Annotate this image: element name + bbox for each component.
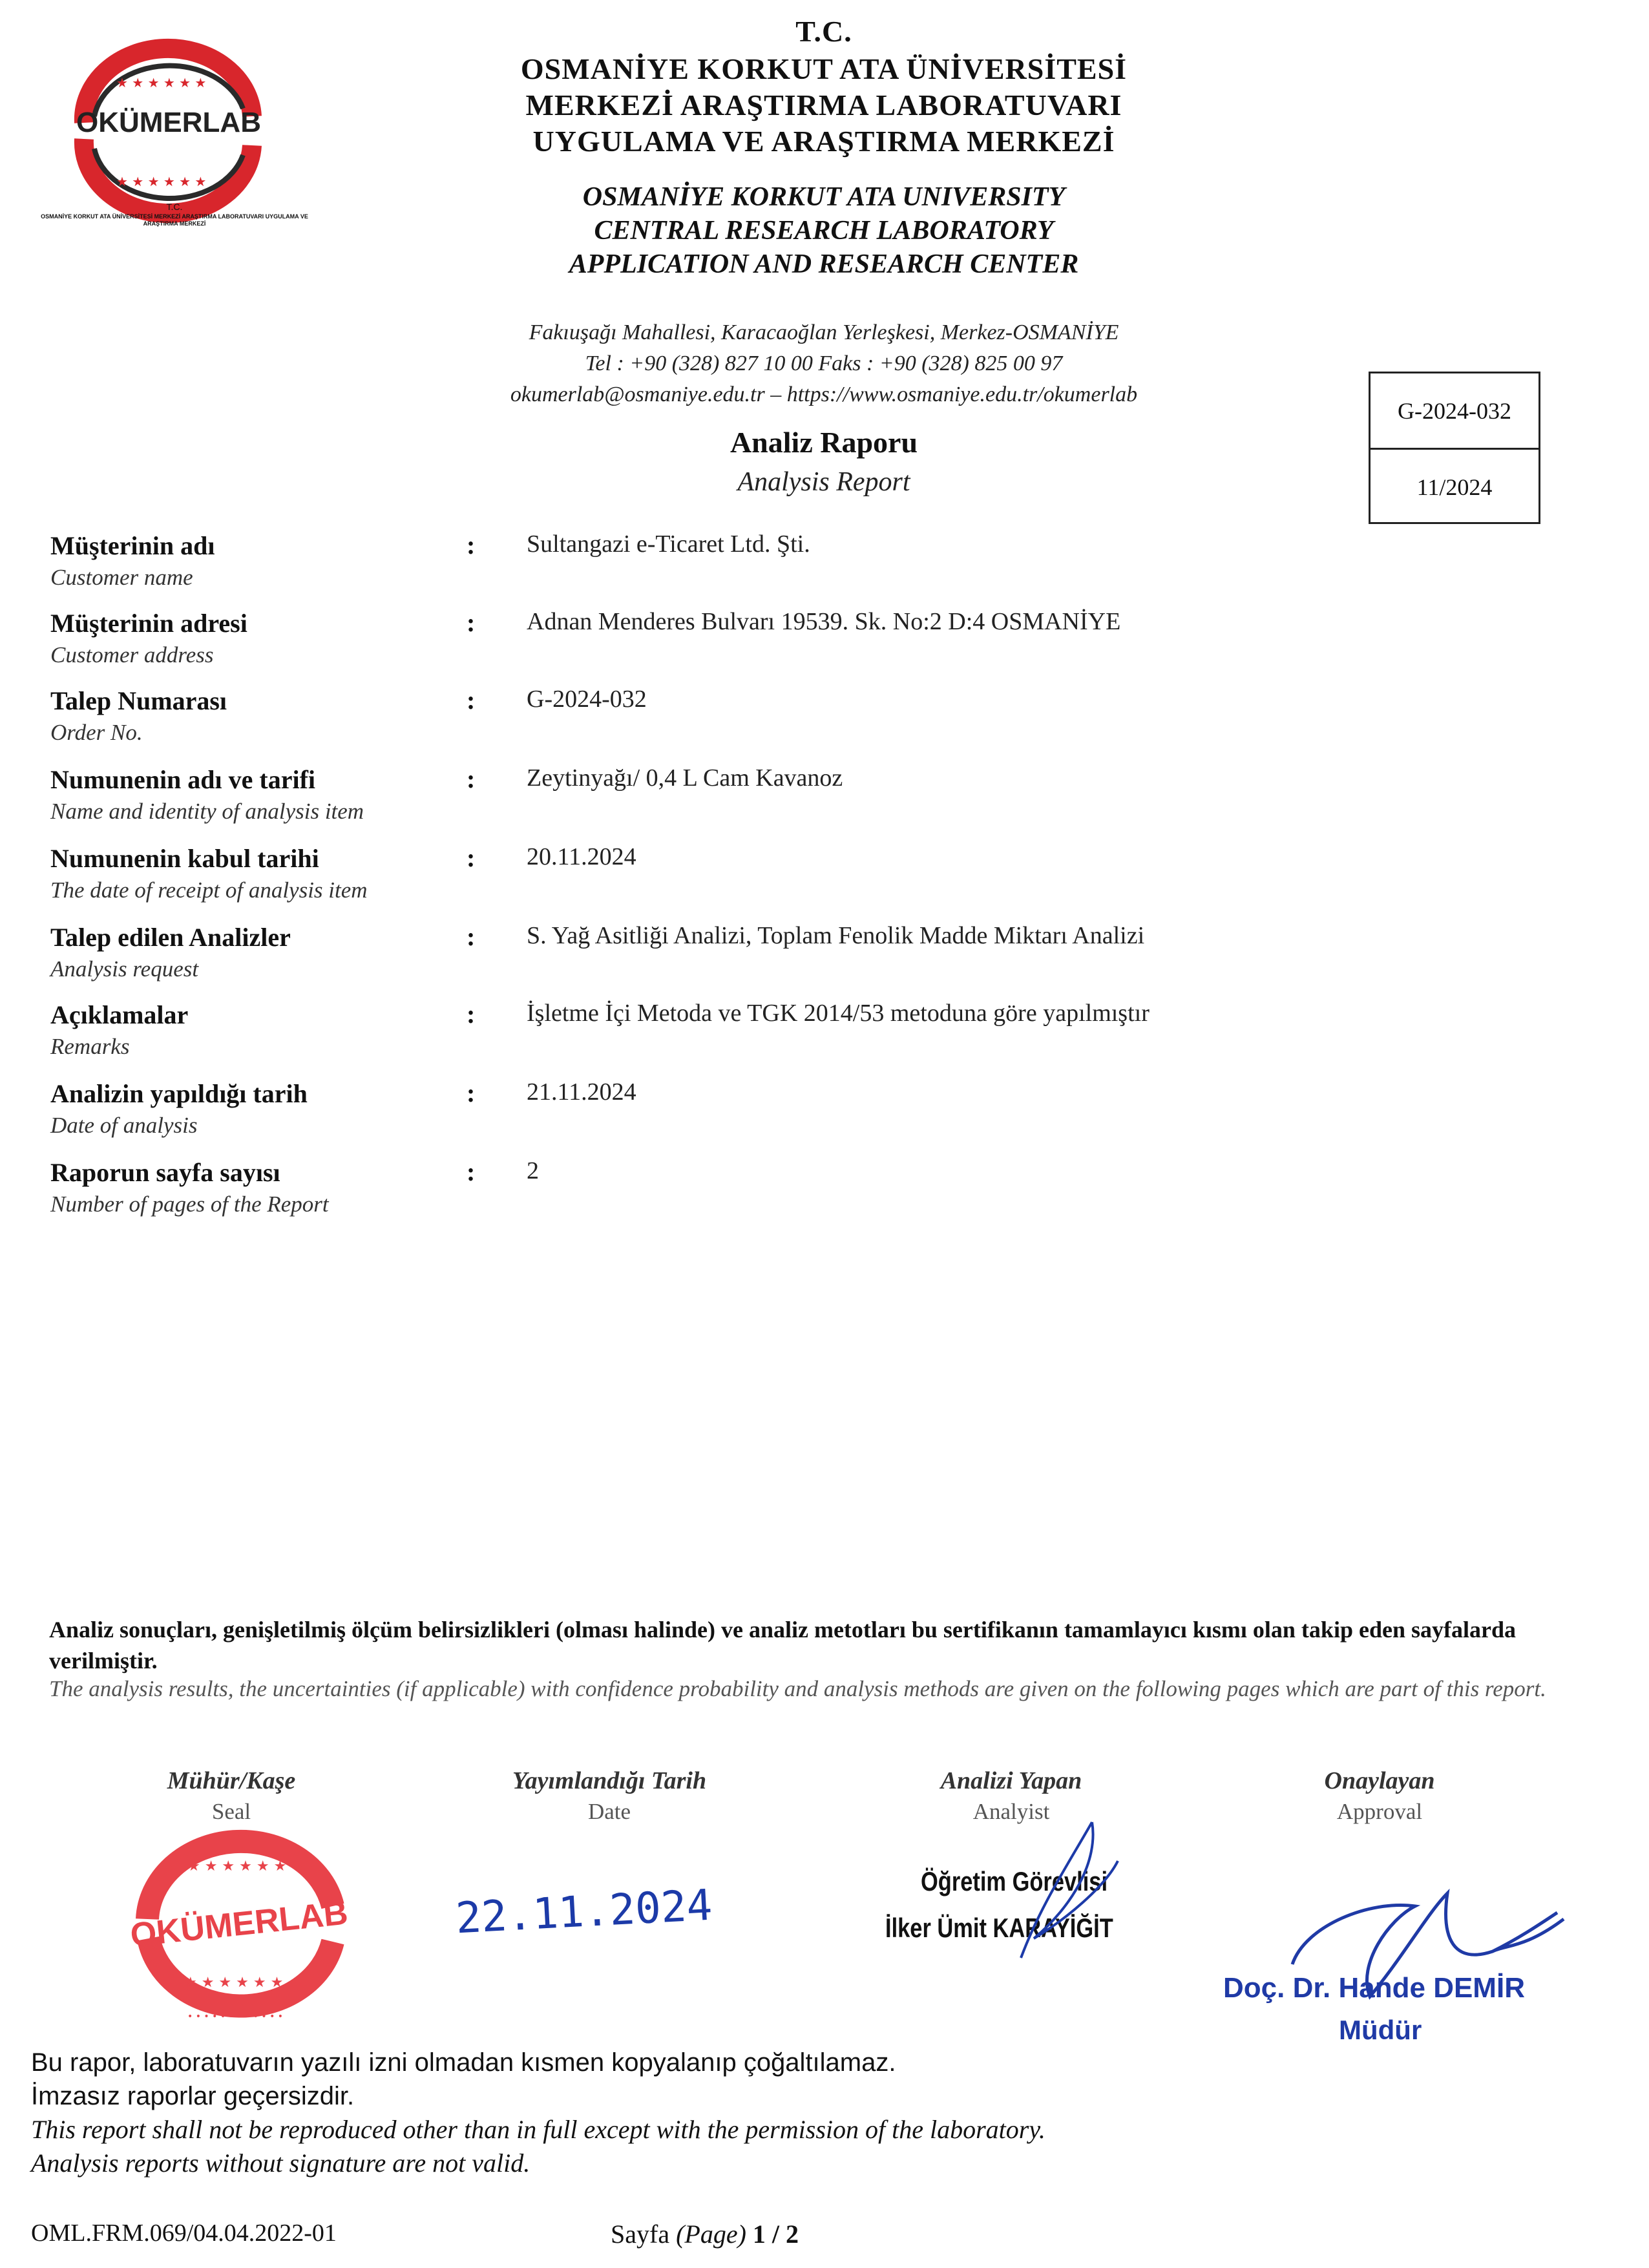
- field-colon: :: [467, 686, 476, 715]
- field-sublabel: Remarks: [50, 1034, 130, 1059]
- field-value: Zeytinyağı/ 0,4 L Cam Kavanoz: [527, 764, 843, 792]
- field-label: Açıklamalar: [50, 1000, 189, 1029]
- field-value: 20.11.2024: [527, 843, 636, 870]
- field-sublabel: Name and identity of analysis item: [50, 799, 364, 824]
- field-value: Adnan Menderes Bulvarı 19539. Sk. No:2 D:4 OSMANİYE: [527, 608, 1121, 635]
- svg-text:★ ★ ★ ★ ★ ★: ★ ★ ★ ★ ★ ★: [184, 1975, 284, 1991]
- field-value: 21.11.2024: [527, 1078, 636, 1106]
- header-org-en-2: CENTRAL RESEARCH LABORATORY: [594, 216, 1054, 246]
- field-sublabel: Customer name: [50, 565, 193, 590]
- field-label: Müşterinin adı: [50, 531, 215, 560]
- header-address: Fakıuşağı Mahallesi, Karacaoğlan Yerleşkesi, Merkez-OSMANİYE: [529, 320, 1119, 344]
- header-org-en-1: OSMANİYE KORKUT ATA UNIVERSITY: [582, 182, 1066, 212]
- footer-copy-notice: Bu rapor, laboratuvarın yazılı izni olmadan kısmen kopyalanıp çoğaltılamaz.: [31, 2048, 896, 2077]
- report-title-en: Analysis Report: [737, 467, 910, 497]
- seal-text: OKÜMERLAB: [128, 1894, 350, 1955]
- field-value: Sultangazi e-Ticaret Ltd. Şti.: [527, 530, 810, 558]
- footer-signature-notice-en: Analysis reports without signature are not valid.: [31, 2148, 530, 2178]
- field-colon: :: [467, 764, 476, 793]
- approval-label-en: Approval: [1336, 1799, 1423, 1824]
- logo-tc: T.C.: [166, 202, 183, 212]
- report-code-box: [1369, 372, 1540, 524]
- date-label-en: Date: [587, 1799, 631, 1824]
- header-tc: T.C.: [795, 15, 852, 48]
- seal-label-en: Seal: [211, 1799, 251, 1824]
- field-label: Numunenin kabul tarihi: [50, 844, 319, 873]
- svg-text:• • • • • • • • • • • •: • • • • • • • • • • • •: [187, 2011, 284, 2022]
- form-code: OML.FRM.069/04.04.2022-01: [31, 2220, 337, 2247]
- svg-text:★ ★ ★ ★ ★ ★: ★ ★ ★ ★ ★ ★: [116, 174, 207, 189]
- handwritten-date: 22.11.2024: [454, 1880, 714, 1944]
- results-note-en: The analysis results, the uncertainties (if applicable) with confidence probability and analysis methods are given on the following pages which are part of this report.: [49, 1676, 1546, 1701]
- field-sublabel: The date of receipt of analysis item: [50, 877, 368, 903]
- analyst-title: Öğretim Görevlisi: [921, 1866, 1108, 1896]
- approver-role: Müdür: [1339, 2015, 1422, 2045]
- page-indicator: [611, 2219, 799, 2249]
- field-sublabel: Order No.: [50, 720, 143, 745]
- analyst-label-en: Analyist: [972, 1799, 1050, 1824]
- analyst-label: Analizi Yapan: [940, 1767, 1082, 1794]
- field-value: İşletme İçi Metoda ve TGK 2014/53 metoduna göre yapılmıştır: [527, 1000, 1150, 1027]
- field-sublabel: Number of pages of the Report: [50, 1192, 329, 1217]
- logo-text: OKÜMERLAB: [76, 107, 261, 138]
- header-contact: okumerlab@osmaniye.edu.tr – https://www.osmaniye.edu.tr/okumerlab: [510, 383, 1138, 406]
- header-phone: Tel : +90 (328) 827 10 00 Faks : +90 (328) 825 00 97: [585, 352, 1063, 375]
- results-note: Analiz sonuçları, genişletilmiş ölçüm belirsizlikleri (olması halinde) ve analiz metotları bu sertifikanın tamamlayıcı kısmı olan takip eden sayfalarda verilmiştir.: [49, 1617, 1516, 1674]
- report-code: G-2024-032: [1371, 373, 1539, 450]
- report-title: Analiz Raporu: [730, 426, 918, 459]
- field-colon: :: [467, 1078, 476, 1108]
- date-label: Yayımlandığı Tarih: [512, 1767, 707, 1794]
- field-label: Müşterinin adresi: [50, 609, 247, 638]
- header-org-en-3: APPLICATION AND RESEARCH CENTER: [569, 249, 1079, 279]
- analyst-name: İlker Ümit KARAYİĞİT: [885, 1913, 1113, 1943]
- field-label: Raporun sayfa sayısı: [50, 1158, 280, 1187]
- field-colon: :: [467, 1157, 476, 1186]
- field-value: 2: [527, 1157, 539, 1184]
- field-value: G-2024-032: [527, 686, 647, 713]
- page-word-en: (Page): [676, 2220, 746, 2249]
- seal-label: Mühür/Kaşe: [167, 1767, 296, 1794]
- report-month: 11/2024: [1416, 474, 1493, 500]
- footer-copy-notice-en: This report shall not be reproduced other than in full except with the permission of the laboratory.: [31, 2115, 1045, 2144]
- header-org-tr-1: OSMANİYE KORKUT ATA ÜNİVERSİTESİ: [520, 52, 1128, 85]
- logo-subtitle: OSMANİYE KORKUT ATA ÜNİVERSİTESİ MERKEZİ ARAŞTIRMA LABORATUVARI UYGULAMA VE ARAŞTIRMA MERKEZİ: [41, 213, 308, 227]
- svg-text:★ ★ ★ ★ ★ ★: ★ ★ ★ ★ ★ ★: [116, 75, 207, 90]
- footer-signature-notice: İmzasız raporlar geçersizdir.: [31, 2082, 355, 2110]
- field-value: S. Yağ Asitliği Analizi, Toplam Fenolik Madde Miktarı Analizi: [527, 922, 1145, 949]
- approver-name: Doç. Dr. Hande DEMİR: [1223, 1972, 1525, 2004]
- analyst-signature-icon: [995, 1809, 1137, 1977]
- page-number: 1 / 2: [752, 2220, 799, 2249]
- field-sublabel: Customer address: [50, 642, 214, 667]
- header-org-tr-3: UYGULAMA VE ARAŞTIRMA MERKEZİ: [532, 125, 1115, 158]
- field-colon: :: [467, 530, 476, 560]
- seal-stamp: [110, 1809, 368, 2042]
- field-colon: :: [467, 843, 476, 872]
- field-label: Talep Numarası: [50, 686, 227, 715]
- header-org-tr-2: MERKEZİ ARAŞTIRMA LABORATUVARI: [525, 89, 1122, 121]
- field-sublabel: Date of analysis: [50, 1113, 198, 1138]
- field-sublabel: Analysis request: [50, 956, 199, 982]
- field-label: Numunenin adı ve tarifi: [50, 765, 316, 794]
- field-label: Analizin yapıldığı tarih: [50, 1079, 308, 1108]
- approval-label: Onaylayan: [1324, 1767, 1435, 1794]
- field-colon: :: [467, 1000, 476, 1029]
- field-label: Talep edilen Analizler: [50, 923, 291, 952]
- page-word: Sayfa: [611, 2220, 670, 2249]
- svg-text:★ ★ ★ ★ ★ ★: ★ ★ ★ ★ ★ ★: [187, 1858, 287, 1874]
- field-colon: :: [467, 922, 476, 951]
- field-colon: :: [467, 608, 476, 637]
